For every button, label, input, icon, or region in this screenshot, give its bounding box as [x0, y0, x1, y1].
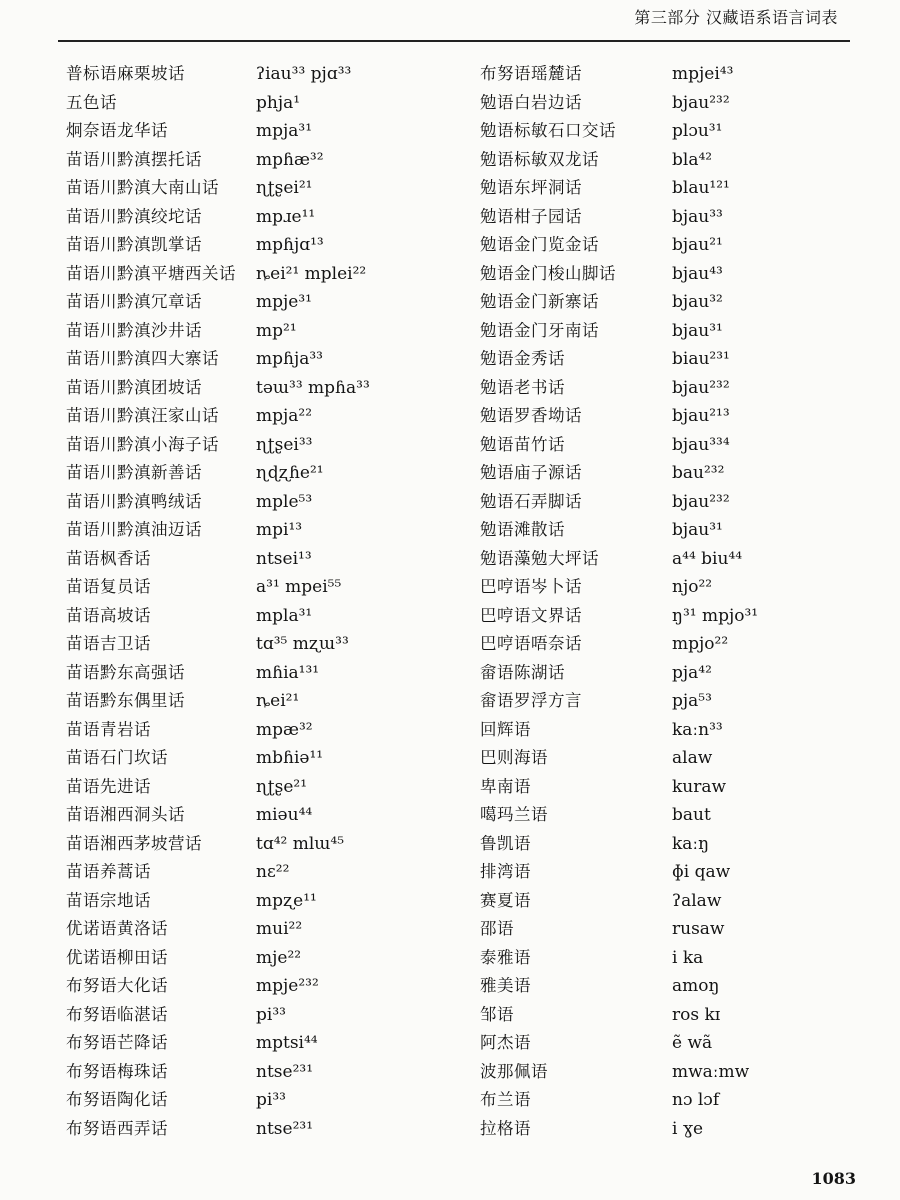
word-entry-row: [480, 630, 860, 659]
language-name: 勉语庙子源话: [480, 463, 582, 482]
language-name: 勉语金秀话: [480, 349, 565, 368]
word-form: mpɦjɑ¹³: [256, 235, 324, 255]
word-form: baut: [672, 805, 711, 825]
language-name: 苗语川黔滇大南山话: [66, 178, 219, 197]
right-column: [480, 60, 860, 1143]
language-name: 布努语大化话: [66, 976, 168, 995]
word-form: mpla³¹: [256, 605, 313, 626]
language-name: 五色话: [66, 92, 117, 112]
language-name: 苗语宗地话: [66, 890, 151, 910]
word-entry-row: [66, 744, 466, 773]
word-form: ɳʈʂei²¹: [256, 178, 313, 198]
word-entry-row: [480, 801, 860, 830]
language-name: 勉语金门新寨话: [480, 292, 599, 311]
language-name: 雅美语: [480, 976, 531, 995]
language-name: 苗语川黔滇汪家山话: [66, 406, 219, 425]
language-name: 苗语先进话: [66, 776, 151, 796]
language-name: 勉语石弄脚话: [480, 491, 582, 511]
word-entry-row: [480, 887, 860, 916]
word-form: rusaw: [672, 919, 725, 939]
word-entry-row: [66, 374, 466, 403]
language-name: 布兰语: [480, 1090, 531, 1109]
word-form: mpɦæ³²: [256, 149, 324, 170]
word-entry-row: [480, 60, 860, 89]
language-name: 苗语黔东偶里话: [66, 691, 185, 710]
word-form: bjau²³²: [672, 92, 730, 113]
word-form: bla⁴²: [672, 149, 713, 170]
language-name: 苗语川黔滇沙井话: [66, 320, 202, 340]
word-entry-row: [480, 402, 860, 431]
word-entry-row: [66, 117, 466, 146]
word-entry-row: [66, 89, 466, 118]
language-name: 优诺语黄洛话: [66, 919, 168, 938]
language-name: 苗语川黔滇冗章话: [66, 292, 202, 311]
word-entry-row: [480, 1001, 860, 1030]
language-name: 勉语标敏石口交话: [480, 121, 616, 140]
word-form: ʔiau³³ pjɑ³³: [256, 64, 352, 84]
word-entry-row: [66, 231, 466, 260]
language-name: 布努语陶化话: [66, 1090, 168, 1109]
language-name: 苗语川黔滇摆托话: [66, 149, 202, 169]
language-name: 苗语吉卫话: [66, 634, 151, 653]
language-name: 勉语苗竹话: [480, 434, 565, 454]
word-entry-row: [480, 944, 860, 973]
word-form: mpjo²²: [672, 634, 729, 654]
word-entry-row: [480, 117, 860, 146]
language-name: 苗语枫香话: [66, 548, 151, 568]
language-name: 勉语老书话: [480, 377, 565, 397]
page-number: 1083: [811, 1169, 856, 1188]
language-name: 苗语川黔滇团坡话: [66, 377, 202, 397]
word-entry-row: [66, 716, 466, 745]
word-form: bau²³²: [672, 463, 725, 483]
word-entry-row: [480, 830, 860, 859]
word-entry-row: [66, 887, 466, 916]
language-name: 噶玛兰语: [480, 805, 548, 824]
word-entry-row: [66, 317, 466, 346]
word-form: ȵei²¹ mplei²²: [256, 263, 367, 284]
word-form: ntsei¹³: [256, 548, 312, 569]
word-entry-row: [480, 174, 860, 203]
word-entry-row: [480, 659, 860, 688]
word-form: plɔu³¹: [672, 121, 723, 141]
word-form: pja⁵³: [672, 691, 712, 711]
word-form: miəu⁴⁴: [256, 805, 313, 825]
language-name: 苗语复员话: [66, 577, 151, 596]
word-form: mpi¹³: [256, 520, 303, 540]
language-name: 邹语: [480, 1004, 514, 1024]
word-form: blau¹²¹: [672, 178, 730, 198]
language-name: 苗语川黔滇油迈话: [66, 520, 202, 539]
word-form: bjau²³²: [672, 377, 730, 398]
word-form: bjau²¹³: [672, 406, 730, 426]
word-entry-row: [66, 288, 466, 317]
word-form: bjau³¹: [672, 320, 723, 341]
word-entry-row: [66, 972, 466, 1001]
word-form: kuraw: [672, 776, 727, 797]
language-name: 苗语川黔滇凯掌话: [66, 235, 202, 254]
word-form: kaːŋ: [672, 833, 710, 854]
word-entry-row: [66, 203, 466, 232]
word-form: ntse²³¹: [256, 1118, 314, 1139]
word-form: i ka: [672, 947, 704, 968]
word-form: mpæ³²: [256, 719, 313, 740]
language-name: 勉语柑子园话: [480, 206, 582, 226]
language-name: 邵语: [480, 919, 514, 938]
word-form: mpje³¹: [256, 292, 312, 312]
language-name: 阿杰语: [480, 1033, 531, 1052]
language-name: 勉语金门梭山脚话: [480, 263, 616, 283]
left-column: [66, 60, 466, 1143]
word-form: mple⁵³: [256, 491, 313, 512]
word-form: ɳʈʂe²¹: [256, 776, 308, 797]
word-entry-row: [66, 516, 466, 545]
word-entry-row: [480, 146, 860, 175]
word-entry-row: [480, 317, 860, 346]
word-form: bjau³³⁴: [672, 434, 730, 455]
word-form: bjau³¹: [672, 520, 723, 540]
header-rule: [58, 40, 850, 42]
language-name: 布努语芒降话: [66, 1033, 168, 1052]
language-name: 勉语滩散话: [480, 520, 565, 539]
word-form: ntse²³¹: [256, 1061, 314, 1082]
word-entry-row: [480, 744, 860, 773]
word-form: kaːn³³: [672, 719, 723, 740]
word-entry-row: [66, 858, 466, 887]
language-name: 普标语麻栗坡话: [66, 64, 185, 83]
word-form: mpɦja³³: [256, 349, 323, 369]
word-entry-row: [480, 260, 860, 289]
language-name: 勉语金门牙南话: [480, 320, 599, 340]
language-name: 优诺语柳田话: [66, 947, 168, 967]
word-entry-row: [66, 573, 466, 602]
word-form: ɳʈʂei³³: [256, 434, 313, 455]
word-entry-row: [480, 573, 860, 602]
word-entry-row: [480, 858, 860, 887]
word-form: tɑ⁴² mlɯ⁴⁵: [256, 833, 345, 854]
word-form: mwaːmw: [672, 1061, 750, 1082]
word-entry-row: [480, 972, 860, 1001]
running-header: [0, 0, 900, 40]
word-form: ẽ wã: [672, 1033, 713, 1053]
word-form: ɳɖʐɦe²¹: [256, 463, 324, 483]
word-entry-row: [480, 288, 860, 317]
word-entry-row: [480, 203, 860, 232]
word-form: mpʐe¹¹: [256, 890, 317, 911]
word-form: mpje²³²: [256, 976, 319, 996]
word-form: njo²²: [672, 577, 713, 597]
word-form: pi³³: [256, 1090, 286, 1110]
language-name: 苗语石门坎话: [66, 748, 168, 767]
word-form: biau²³¹: [672, 349, 730, 369]
word-form: bjau²¹: [672, 235, 723, 255]
language-name: 勉语东坪洞话: [480, 178, 582, 197]
language-name: 布努语西弄话: [66, 1118, 168, 1138]
word-entry-row: [66, 402, 466, 431]
word-form: mbɦiə¹¹: [256, 748, 324, 768]
word-entry-row: [480, 459, 860, 488]
word-entry-row: [66, 915, 466, 944]
word-entry-row: [66, 545, 466, 574]
language-name: 苗语川黔滇平塘西关话: [66, 263, 236, 283]
word-entry-row: [480, 374, 860, 403]
word-entry-row: [66, 174, 466, 203]
word-form: ȵei²¹: [256, 691, 300, 711]
word-entry-row: [480, 915, 860, 944]
language-name: 泰雅语: [480, 947, 531, 967]
word-entry-row: [66, 459, 466, 488]
word-entry-row: [66, 944, 466, 973]
language-name: 回辉语: [480, 719, 531, 739]
word-form: a³¹ mpei⁵⁵: [256, 577, 342, 597]
word-entry-row: [66, 1001, 466, 1030]
word-entry-row: [480, 431, 860, 460]
word-form: mptsi⁴⁴: [256, 1033, 318, 1053]
word-form: mpɹe¹¹: [256, 206, 316, 227]
word-form: təɯ³³ mpɦa³³: [256, 377, 370, 398]
word-entry-row: [480, 516, 860, 545]
word-entry-row: [480, 687, 860, 716]
word-entry-row: [480, 602, 860, 631]
language-name: 赛夏语: [480, 890, 531, 910]
word-entry-row: [66, 659, 466, 688]
word-entry-row: [66, 431, 466, 460]
language-name: 巴哼语岑卜话: [480, 577, 582, 596]
language-name: 畲语陈湖话: [480, 662, 565, 682]
language-name: 苗语川黔滇绞坨话: [66, 206, 202, 226]
word-form: i ɣe: [672, 1118, 704, 1139]
language-name: 苗语湘西茅坡营话: [66, 833, 202, 853]
word-entry-row: [480, 345, 860, 374]
language-name: 苗语黔东高强话: [66, 662, 185, 682]
language-name: 苗语高坡话: [66, 605, 151, 625]
language-name: 勉语白岩边话: [480, 92, 582, 112]
language-name: 畲语罗浮方言: [480, 691, 582, 710]
word-entry-row: [66, 488, 466, 517]
language-name: 勉语金门览金话: [480, 235, 599, 254]
language-name: 鲁凯语: [480, 833, 531, 853]
word-form: mpja²²: [256, 406, 313, 426]
word-entry-row: [66, 801, 466, 830]
language-name: 勉语藻勉大坪话: [480, 548, 599, 568]
word-form: bjau³²: [672, 292, 723, 312]
language-name: 布努语临湛话: [66, 1004, 168, 1024]
language-name: 炯奈语龙华话: [66, 121, 168, 140]
word-entry-row: [66, 602, 466, 631]
word-form: tɑ³⁵ mʐɯ³³: [256, 634, 349, 654]
language-name: 苗语青岩话: [66, 719, 151, 739]
word-entry-row: [66, 1115, 466, 1144]
word-form: bjau⁴³: [672, 263, 723, 284]
word-form: nɔ lɔf: [672, 1090, 720, 1110]
language-name: 卑南语: [480, 776, 531, 796]
word-form: amoŋ: [672, 976, 720, 996]
language-name: 布努语梅珠话: [66, 1061, 168, 1081]
word-entry-row: [66, 146, 466, 175]
word-form: ʔalaw: [672, 890, 722, 911]
language-name: 苗语川黔滇四大寨话: [66, 349, 219, 368]
word-entry-row: [66, 60, 466, 89]
language-name: 苗语养蒿话: [66, 862, 151, 881]
running-header-title: 第三部分 汉藏语系语言词表: [634, 8, 838, 27]
language-name: 巴哼语唔奈话: [480, 634, 582, 653]
language-name: 苗语川黔滇小海子话: [66, 434, 219, 454]
word-form: bjau³³: [672, 206, 723, 227]
word-entry-row: [480, 1086, 860, 1115]
word-form: bjau²³²: [672, 491, 730, 512]
word-entry-row: [480, 89, 860, 118]
language-name: 排湾语: [480, 862, 531, 881]
word-form: a⁴⁴ biu⁴⁴: [672, 548, 743, 569]
language-name: 勉语罗香坳话: [480, 406, 582, 425]
word-form: phja¹: [256, 92, 301, 113]
word-form: ɸi qaw: [672, 862, 731, 882]
word-entry-row: [480, 545, 860, 574]
word-entry-row: [480, 1115, 860, 1144]
word-entry-row: [66, 1029, 466, 1058]
word-entry-row: [66, 1058, 466, 1087]
word-form: pi³³: [256, 1004, 286, 1025]
word-form: ros kɪ: [672, 1004, 721, 1025]
word-form: mpjei⁴³: [672, 64, 734, 84]
language-name: 苗语川黔滇鸭绒话: [66, 491, 202, 511]
word-form: mɦia¹³¹: [256, 662, 320, 683]
word-entry-row: [66, 773, 466, 802]
word-entry-row: [480, 773, 860, 802]
language-name: 拉格语: [480, 1118, 531, 1138]
word-entry-row: [66, 345, 466, 374]
word-entry-row: [66, 830, 466, 859]
word-form: mpja³¹: [256, 121, 313, 141]
word-form: alaw: [672, 748, 713, 768]
word-entry-row: [480, 716, 860, 745]
language-name: 苗语湘西洞头话: [66, 805, 185, 824]
language-name: 巴则海语: [480, 748, 548, 767]
language-name: 苗语川黔滇新善话: [66, 463, 202, 482]
language-name: 布努语瑶麓话: [480, 64, 582, 83]
word-entry-row: [480, 231, 860, 260]
word-form: mui²²: [256, 919, 303, 939]
word-form: pja⁴²: [672, 662, 712, 683]
word-entry-row: [480, 488, 860, 517]
word-entry-row: [66, 260, 466, 289]
language-name: 巴哼语文界话: [480, 605, 582, 625]
word-form: ŋ³¹ mpjo³¹: [672, 605, 759, 626]
word-form: nɛ²²: [256, 862, 290, 882]
word-form: mje²²: [256, 947, 302, 968]
language-name: 勉语标敏双龙话: [480, 149, 599, 169]
word-form: mp²¹: [256, 320, 297, 341]
language-name: 波那佩语: [480, 1061, 548, 1081]
word-entry-row: [66, 687, 466, 716]
word-entry-row: [480, 1058, 860, 1087]
word-entry-row: [66, 1086, 466, 1115]
word-entry-row: [66, 630, 466, 659]
word-entry-row: [480, 1029, 860, 1058]
